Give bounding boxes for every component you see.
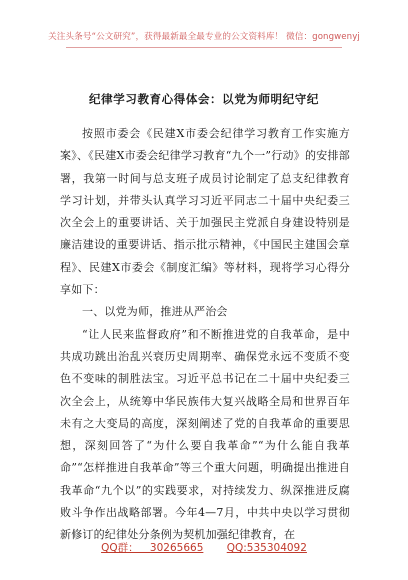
- section-heading-1: 一、以党为师，推进从严治会: [82, 305, 228, 319]
- document-body: [60, 123, 350, 547]
- header-divider: [66, 47, 342, 48]
- footer-qq-number: QQ:535304092: [226, 542, 307, 554]
- paragraph-section-1: “让人民来监督政府”和不断推进党的自我革命，是中共成功跳出治乱兴衰历史周期率、确保党永远不变质不变色不变味的制胜法宝。习近平总书记在二十届中央纪委三次全会上，从统筹中华民族伟大复兴战略全局和世界百年未有之大变局的高度，深刻阐述了党的自我革命的重要思想，深刻回答了“为什么要自我革命”“为什么能自我革命”“怎样推进自我革命”等三个重大问题，明确提出推进自我革命“九个以”的实践要求，对持续发力、纵深推进反腐败斗争作出战略部署。今年4—7月，中共中央以学习贯彻新修订的纪律处分条例为契机加强纪律教育，在: [60, 327, 350, 542]
- document-title: 纪律学习教育心得体会：以党为师明纪守纪: [89, 92, 319, 106]
- footer-qq-group: QQ群： 30265665: [101, 542, 204, 554]
- header-banner: 关注头条号“公文研究”，获得最新最全最专业的公文资料库！ 微信：gongwenyj: [48, 32, 360, 42]
- paragraph-intro: 按照市委会《民建X市委会纪律学习教育工作实施方案》、《民建X市委会纪律学习教育“九个一”行动》的安排部署，我第一时间与总支班子成员讨论制定了总支纪律教育学习计划，并带头认真学习习近平同志二十届中央纪委三次全会上的重要讲话、关于加强民主党派自身建设特别是廉洁建设的重要讲话、指示批示精神，《中国民主建国会章程》、民建X市委会《制度汇编》等材料，现将学习心得分享如下：: [60, 127, 350, 297]
- footer-contact: [0, 540, 408, 555]
